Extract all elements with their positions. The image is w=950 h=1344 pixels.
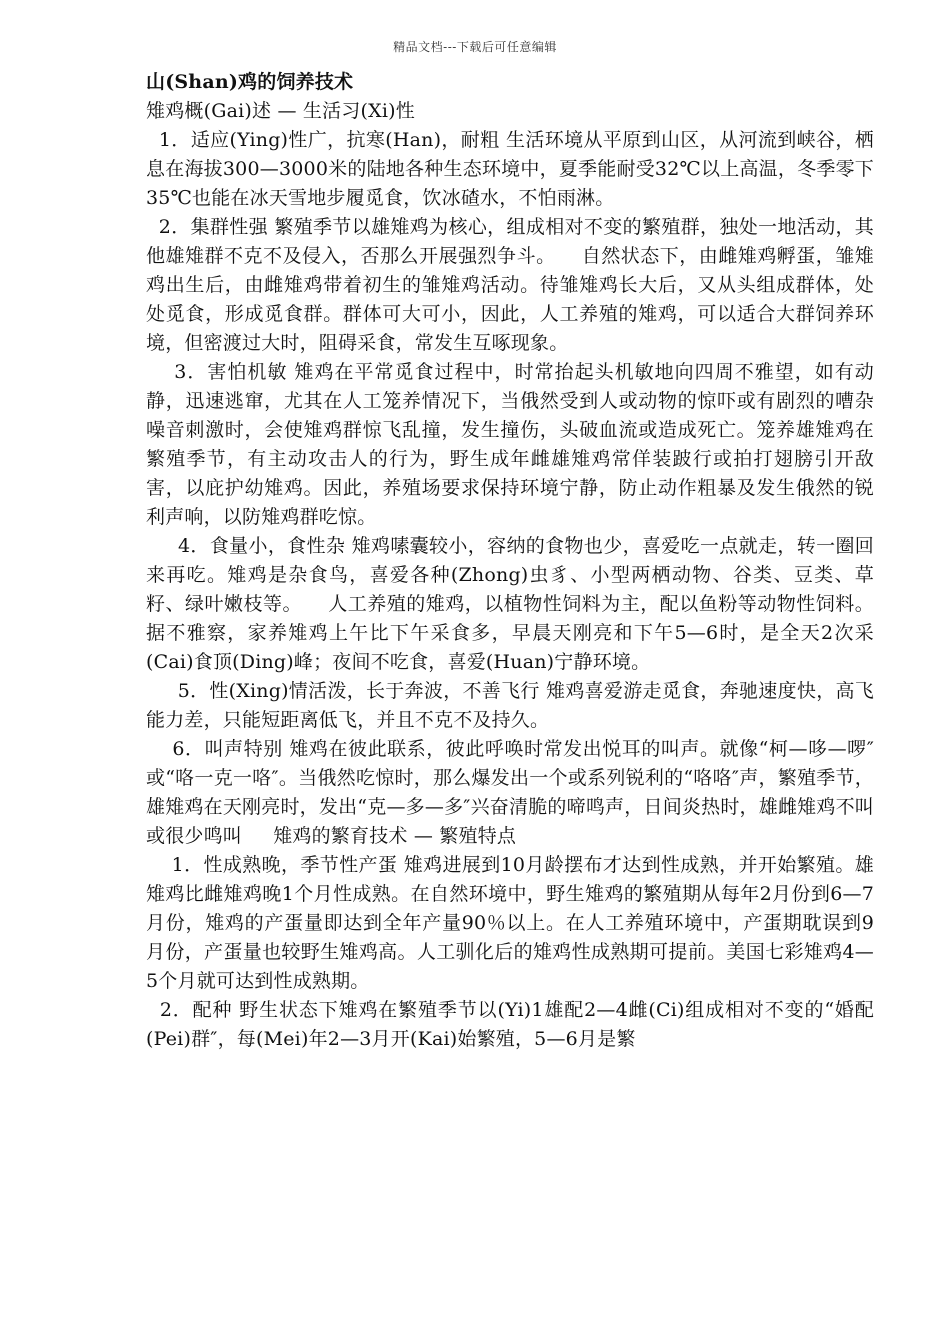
page-header-text: 精品文档---下载后可任意编辑: [393, 40, 557, 54]
paragraph-6: [146, 735, 874, 851]
document-title: 山(Shan)鸡的饲养技术: [146, 71, 354, 93]
paragraph-indent: [146, 999, 160, 1021]
paragraph-1: [146, 126, 874, 213]
paragraph-7: [146, 851, 874, 996]
paragraph-text: 4．食量小，食性杂 雉鸡嗉囊较小，容纳的食物也少，喜爱吃一点就走，转一圈回来再吃。雉鸡是杂食鸟，喜爱各种(Zhong)虫豸、小型两栖动物、谷类、豆类、草籽、绿叶嫩枝等。 人工养殖的雉鸡，以植物性饲料为主，配以鱼粉等动物性饲料。据不雅察，家养雉鸡上午比下午采食多，早晨天刚亮和下午5—6时，是全天2次采(Cai)食顶(Ding)峰；夜间不吃食，喜爱(Huan)宁静环境。: [146, 535, 875, 673]
paragraph-indent: [146, 129, 159, 151]
paragraph-5: [146, 677, 874, 735]
paragraph-text: 6．叫声特别 雉鸡在彼此联系，彼此呼唤时常发出悦耳的叫声。就像“柯—哆—啰″或“咯一克一咯″。当俄然吃惊时，那么爆发出一个或系列锐利的“咯咯″声，繁殖季节，雄雉鸡在天刚亮时，发出“克—多—多″兴奋清脆的啼鸣声，日间炎热时，雄雌雉鸡不叫或很少鸣叫 雉鸡的繁育技术 — 繁殖特点: [146, 738, 874, 847]
paragraph-text: 5．性(Xing)情活泼，长于奔波，不善飞行 雉鸡喜爱游走觅食，奔驰速度快，高飞能力差，只能短距离低飞，并且不克不及持久。: [146, 680, 874, 731]
paragraph-text: 1．适应(Ying)性广，抗寒(Han)，耐粗 生活环境从平原到山区，从河流到峡谷，栖息在海拔300—3000米的陆地各种生态环境中，夏季能耐受32℃以上高温，冬季零下35℃也能在冰天雪地步履觅食，饮冰碴水，不怕雨淋。: [146, 129, 874, 209]
paragraph-text: 1．性成熟晚，季节性产蛋 雉鸡进展到10月龄摆布才达到性成熟，并开始繁殖。雄雉鸡比雌雉鸡晚1个月性成熟。在自然环境中，野生雉鸡的繁殖期从每年2月份到6—7月份，雉鸡的产蛋量即达到全年产量90％以上。在人工养殖环境中，产蛋期耽误到9月份，产蛋量也较野生雉鸡高。人工驯化后的雉鸡性成熟期可提前。美国七彩雉鸡4—5个月就可达到性成熟期。: [146, 854, 874, 992]
paragraph-text: 2．集群性强 繁殖季节以雄雉鸡为核心，组成相对不变的繁殖群，独处一地活动，其他雄雉群不克不及侵入，否那么开展强烈争斗。 自然状态下，由雌雉鸡孵蛋，雏雉鸡出生后，由雌雉鸡带着初生的雏雉鸡活动。待雏雉鸡长大后，又从头组成群体，处处觅食，形成觅食群。群体可大可小，因此，人工养殖的雉鸡，可以适合大群饲养环境，但密渡过大时，阻碍采食，常发生互啄现象。: [146, 216, 874, 354]
paragraph-text: 3．害怕机敏 雉鸡在平常觅食过程中，时常抬起头机敏地向四周不雅望，如有动静，迅速逃窜，尤其在人工笼养情况下，当俄然受到人或动物的惊吓或有剧烈的嘈杂噪音刺激时，会使雉鸡群惊飞乱撞，发生撞伤，头破血流或造成死亡。笼养雄雉鸡在繁殖季节，有主动攻击人的行为，野生成年雌雄雉鸡常佯装跛行或拍打翅膀引开敌害，以庇护幼雉鸡。因此，养殖场要求保持环境宁静，防止动作粗暴及发生俄然的锐利声响，以防雉鸡群吃惊。: [146, 361, 874, 528]
document-subtitle: 雉鸡概(Gai)述 — 生活习(Xi)性: [146, 100, 415, 122]
paragraph-indent: [146, 738, 172, 760]
page-header: [0, 38, 950, 55]
paragraph-indent: [146, 361, 174, 383]
paragraph-indent: [146, 854, 172, 876]
paragraph-text: 2．配种 野生状态下雉鸡在繁殖季节以(Yi)1雄配2—4雌(Ci)组成相对不变的“婚配(Pei)群″，每(Mei)年2—3月开(Kai)始繁殖，5—6月是繁: [146, 999, 874, 1050]
paragraph-indent: [146, 535, 178, 557]
paragraph-indent: [146, 216, 159, 238]
paragraph-2: [146, 213, 874, 358]
paragraph-indent: [146, 680, 178, 702]
paragraph-8: [146, 996, 874, 1054]
paragraph-3: [146, 358, 874, 532]
paragraph-4: [146, 532, 874, 677]
document-body: [146, 68, 874, 1054]
